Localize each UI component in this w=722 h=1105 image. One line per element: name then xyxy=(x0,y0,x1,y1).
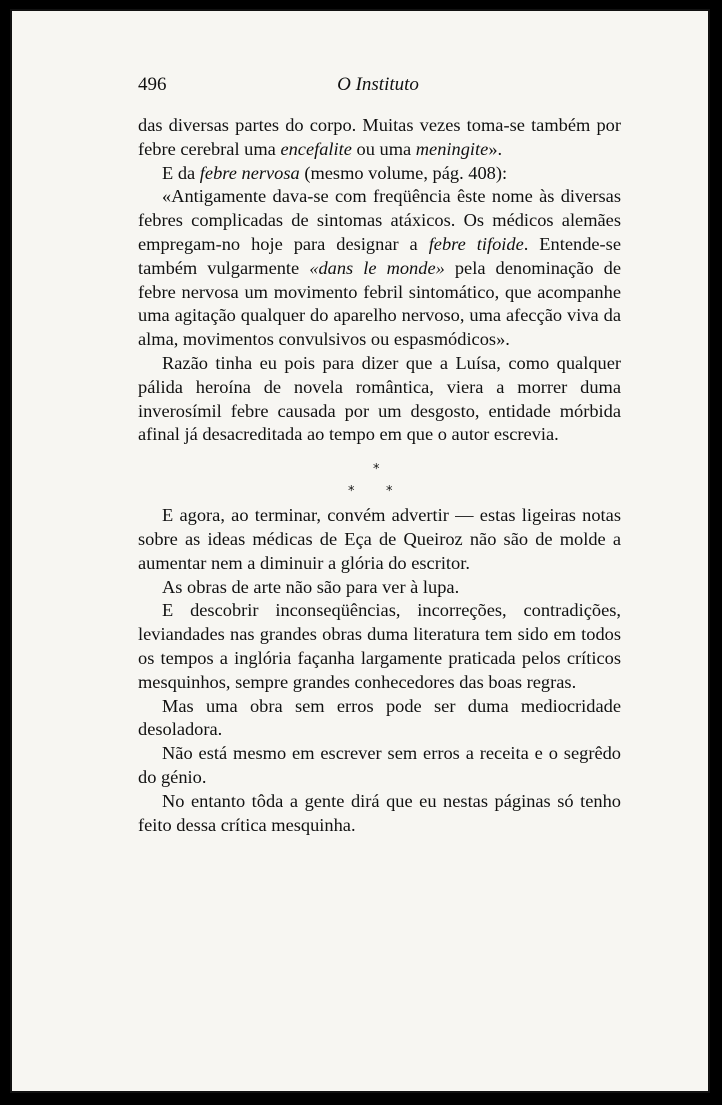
running-title: O Instituto xyxy=(337,74,419,95)
paragraph-7: E descobrir inconseqüências, incorreções, contradições, leviandades nas grandes obras duma literatura tem sido em todos os tempos a inglória façanha largamente praticada pelos críticos mesquinhos, sempre grandes conhecedores das boas regras. xyxy=(138,600,621,692)
asterism xyxy=(138,447,621,504)
paragraph-1: das diversas partes do corpo. Muitas vezes toma-se também por febre cerebral uma encefalite ou uma meningite». xyxy=(138,115,621,159)
paragraph-4: Razão tinha eu pois para dizer que a Luísa, como qualquer pálida heroína de novela romântica, viera a morrer duma inverosímil febre causada por um desgosto, entidade mórbida afinal já desacreditada ao tempo em que o autor escrevia. xyxy=(138,352,621,445)
paragraph-10: No entanto tôda a gente dirá que eu nestas páginas só tenho feito dessa crítica mesquinha. xyxy=(138,790,621,835)
asterism-star: * xyxy=(348,484,355,500)
asterism-star: * xyxy=(373,462,380,478)
asterism-star: * xyxy=(386,484,393,500)
paragraph-5: E agora, ao terminar, convém advertir — estas ligeiras notas sobre as ideas médicas de Eça de Queiroz não são de molde a aumentar nem a diminuir a glória do escritor. xyxy=(138,505,621,573)
body-text xyxy=(138,114,621,837)
paragraph-quote: «Antigamente dava-se com freqüência êste nome às diversas febres complicadas de sintomas atáxicos. Os médicos alemães empregam-no hoje para designar a febre tifoide. Entende-se também vulgarmente «dans le monde» pela denominação de febre nervosa um movimento febril sintomático, que acompanhe uma agitação qualquer do aparelho nervoso, uma afecção viva da alma, movimentos convulsivos ou espasmódicos». xyxy=(138,186,622,350)
page-number: 496 xyxy=(138,74,167,95)
paragraph-9: Não está mesmo em escrever sem erros a receita e o segrêdo do génio. xyxy=(138,743,621,787)
paragraph-8: Mas uma obra sem erros pode ser duma mediocridade desoladora. xyxy=(138,695,621,740)
paragraph-2: E da febre nervosa (mesmo volume, pág. 408): xyxy=(162,162,508,183)
page-header xyxy=(138,74,618,100)
paragraph-6: As obras de arte não são para ver à lupa. xyxy=(162,576,460,597)
